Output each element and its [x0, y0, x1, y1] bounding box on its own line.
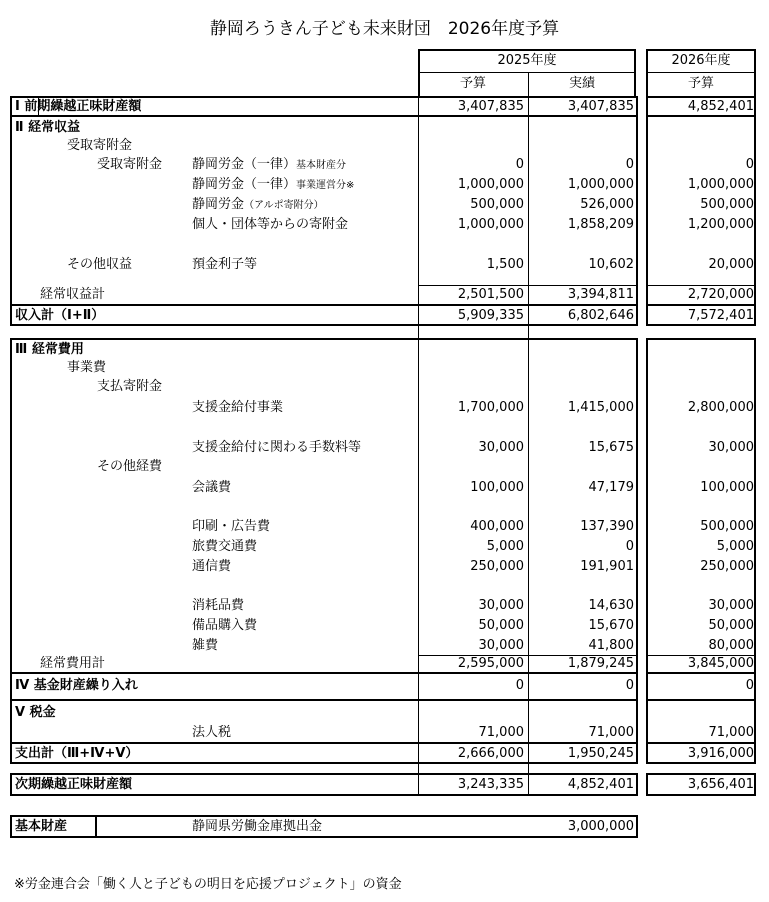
- value-2025-budget: 400,000: [470, 519, 524, 534]
- value-2026-budget: 3,656,401: [687, 777, 754, 792]
- value-2025-budget: 250,000: [470, 559, 524, 574]
- row-item: 旅費交通費: [192, 539, 258, 554]
- table-row: [0, 306, 769, 326]
- value-2025-budget: 71,000: [478, 725, 524, 740]
- section-label: Ⅲ 経常費用: [15, 342, 84, 357]
- value-2025-actual: 1,858,209: [567, 217, 634, 232]
- table-row: [0, 136, 769, 156]
- value-2025-actual: 1,415,000: [567, 400, 634, 415]
- row-item: 法人税: [192, 725, 232, 740]
- subtotal-label: 経常収益計: [40, 287, 106, 302]
- row-item: 印刷・広告費: [192, 519, 271, 534]
- table-row: [0, 636, 769, 656]
- value-2025-actual: 0: [625, 678, 634, 693]
- value-2025-actual: 3,394,811: [567, 287, 634, 302]
- header-2025: 2025年度: [497, 53, 557, 68]
- table-row: [0, 195, 769, 215]
- subcategory-label: 支払寄附金: [97, 379, 163, 394]
- header-divider-2025: [418, 72, 636, 73]
- table-row: [0, 703, 769, 723]
- value-2026-budget: 1,200,000: [687, 217, 754, 232]
- fund-label: 基本財産: [15, 819, 68, 834]
- value-2025-actual: 0: [625, 539, 634, 554]
- row-item: [192, 197, 324, 214]
- value-2025-actual: 6,802,646: [567, 308, 634, 323]
- value-2025-actual: 15,670: [588, 618, 634, 633]
- category-label: 受取寄附金: [67, 138, 133, 153]
- item-text: 静岡労金（一律）: [192, 177, 297, 192]
- row-item: 消耗品費: [192, 598, 245, 613]
- table-row: [0, 377, 769, 397]
- table-row: [0, 654, 769, 674]
- value-2025-actual: 1,000,000: [567, 177, 634, 192]
- value-2026-budget: 1,000,000: [687, 177, 754, 192]
- value-2026-budget: 3,845,000: [687, 656, 754, 671]
- value-2026-budget: 80,000: [708, 638, 754, 653]
- value-2026-budget: 500,000: [700, 197, 754, 212]
- table-row: [0, 775, 769, 795]
- value-2025-budget: 50,000: [478, 618, 524, 633]
- header-budget: 予算: [459, 76, 486, 91]
- value-2026-budget: 100,000: [700, 480, 754, 495]
- value-2025-budget: 500,000: [470, 197, 524, 212]
- value-2025-budget: 1,500: [486, 257, 524, 272]
- value-2025-budget: 3,243,335: [457, 777, 524, 792]
- row-item: 預金利子等: [192, 257, 258, 272]
- value-2025-budget: 1,000,000: [457, 217, 524, 232]
- table-row: [0, 175, 769, 195]
- table-row: [0, 457, 769, 477]
- table-row: [0, 616, 769, 636]
- table-row: [0, 596, 769, 616]
- value-2026-budget: 5,000: [716, 539, 754, 554]
- value-2025-budget: 1,700,000: [457, 400, 524, 415]
- table-row: [0, 215, 769, 235]
- value-2025-budget: 30,000: [478, 638, 524, 653]
- subcategory-label: その他経費: [97, 459, 163, 474]
- table-row: [0, 285, 769, 305]
- table-row: [0, 478, 769, 498]
- fund-item: 静岡県労働金庫拠出金: [192, 819, 323, 834]
- header-row-year: [0, 51, 769, 71]
- table-row: [0, 255, 769, 275]
- table-row: [0, 97, 769, 117]
- value-2025-actual: 1,879,245: [567, 656, 634, 671]
- header-actual: 実績: [568, 76, 595, 91]
- row-item: 会議費: [192, 480, 232, 495]
- section-label: Ⅴ 税金: [15, 705, 56, 720]
- value-2025-budget: 0: [515, 678, 524, 693]
- section-label: Ⅱ 経常収益: [15, 120, 81, 135]
- item-text: 静岡労金: [192, 197, 245, 212]
- subcategory-label: 受取寄附金: [97, 157, 163, 172]
- value-2025-actual: 137,390: [580, 519, 634, 534]
- value-2025-budget: 0: [515, 157, 524, 172]
- table-row: [0, 517, 769, 537]
- row-item: [192, 177, 354, 194]
- value-2025-budget: 1,000,000: [457, 177, 524, 192]
- value-2025-actual: 10,602: [588, 257, 634, 272]
- row-label: Ⅰ 前期繰越正味財産額: [15, 99, 142, 114]
- header-2026: 2026年度: [671, 53, 731, 68]
- table-row: [0, 537, 769, 557]
- value-2025-actual: 71,000: [588, 725, 634, 740]
- row-item: 支援金給付に関わる手数料等: [192, 440, 362, 455]
- table-row: [0, 398, 769, 418]
- value-2025-budget: 3,407,835: [457, 99, 524, 114]
- table-row: [0, 744, 769, 764]
- value-2026-budget: 2,800,000: [687, 400, 754, 415]
- item-note: 基本財産分: [296, 160, 347, 171]
- value-2025-budget: 2,501,500: [457, 287, 524, 302]
- table-row: [0, 155, 769, 175]
- value-2025-actual: 1,950,245: [567, 746, 634, 761]
- value-2025-budget: 30,000: [478, 440, 524, 455]
- row-item: [192, 157, 346, 174]
- total-label: 支出計（Ⅲ+Ⅳ+Ⅴ）: [15, 746, 139, 761]
- table-row: [0, 438, 769, 458]
- value-2025-actual: 191,901: [580, 559, 634, 574]
- value-2026-budget: 0: [745, 678, 754, 693]
- row-item: 通信費: [192, 559, 232, 574]
- row-item: 個人・団体等からの寄附金: [192, 217, 349, 232]
- value-2025-actual: 14,630: [588, 598, 634, 613]
- value-2026-budget: 0: [745, 157, 754, 172]
- value-2026-budget: 250,000: [700, 559, 754, 574]
- fund-value: 3,000,000: [567, 819, 634, 834]
- value-2026-budget: 71,000: [708, 725, 754, 740]
- category-label: その他収益: [67, 257, 133, 272]
- value-2026-budget: 500,000: [700, 519, 754, 534]
- total-label: 収入計（Ⅰ+Ⅱ）: [15, 308, 105, 323]
- value-2025-actual: 15,675: [588, 440, 634, 455]
- value-2026-budget: 7,572,401: [687, 308, 754, 323]
- value-2025-actual: 41,800: [588, 638, 634, 653]
- fund-row: [0, 817, 769, 837]
- value-2026-budget: 20,000: [708, 257, 754, 272]
- item-note: （アルポ寄附分）: [244, 200, 324, 211]
- value-2025-budget: 5,909,335: [457, 308, 524, 323]
- subtotal-label: 経常費用計: [40, 656, 106, 671]
- value-2026-budget: 4,852,401: [687, 99, 754, 114]
- value-2025-actual: 3,407,835: [567, 99, 634, 114]
- value-2025-budget: 100,000: [470, 480, 524, 495]
- header-budget-2026: 予算: [687, 76, 714, 91]
- value-2025-budget: 30,000: [478, 598, 524, 613]
- footnote: ※労金連合会「働く人と子どもの明日を応援プロジェクト」の資金: [14, 877, 402, 892]
- value-2025-actual: 0: [625, 157, 634, 172]
- value-2026-budget: 50,000: [708, 618, 754, 633]
- section-label: Ⅳ 基金財産繰り入れ: [15, 678, 138, 693]
- value-2026-budget: 3,916,000: [687, 746, 754, 761]
- header-divider-2026: [646, 72, 756, 73]
- value-2026-budget: 30,000: [708, 440, 754, 455]
- table-row: [0, 557, 769, 577]
- category-label: 事業費: [67, 360, 107, 375]
- table-row: [0, 118, 769, 138]
- table-row: [0, 358, 769, 378]
- value-2025-budget: 2,595,000: [457, 656, 524, 671]
- item-note: 事業運営分※: [296, 180, 355, 191]
- item-text: 静岡労金（一律）: [192, 157, 297, 172]
- row-item: 備品購入費: [192, 618, 258, 633]
- value-2025-budget: 2,666,000: [457, 746, 524, 761]
- value-2026-budget: 2,720,000: [687, 287, 754, 302]
- value-2026-budget: 30,000: [708, 598, 754, 613]
- value-2025-actual: 526,000: [580, 197, 634, 212]
- page-title: 静岡ろうきん子ども未来財団 2026年度予算: [209, 19, 560, 39]
- value-2025-budget: 5,000: [486, 539, 524, 554]
- header-row-type: [0, 74, 769, 94]
- value-2025-actual: 4,852,401: [567, 777, 634, 792]
- table-row: [0, 676, 769, 696]
- value-2025-actual: 47,179: [588, 480, 634, 495]
- table-row: [0, 723, 769, 743]
- total-label: 次期繰越正味財産額: [15, 777, 133, 792]
- table-row: [0, 340, 769, 360]
- row-item: 雑費: [192, 638, 219, 653]
- row-item: 支援金給付事業: [192, 400, 284, 415]
